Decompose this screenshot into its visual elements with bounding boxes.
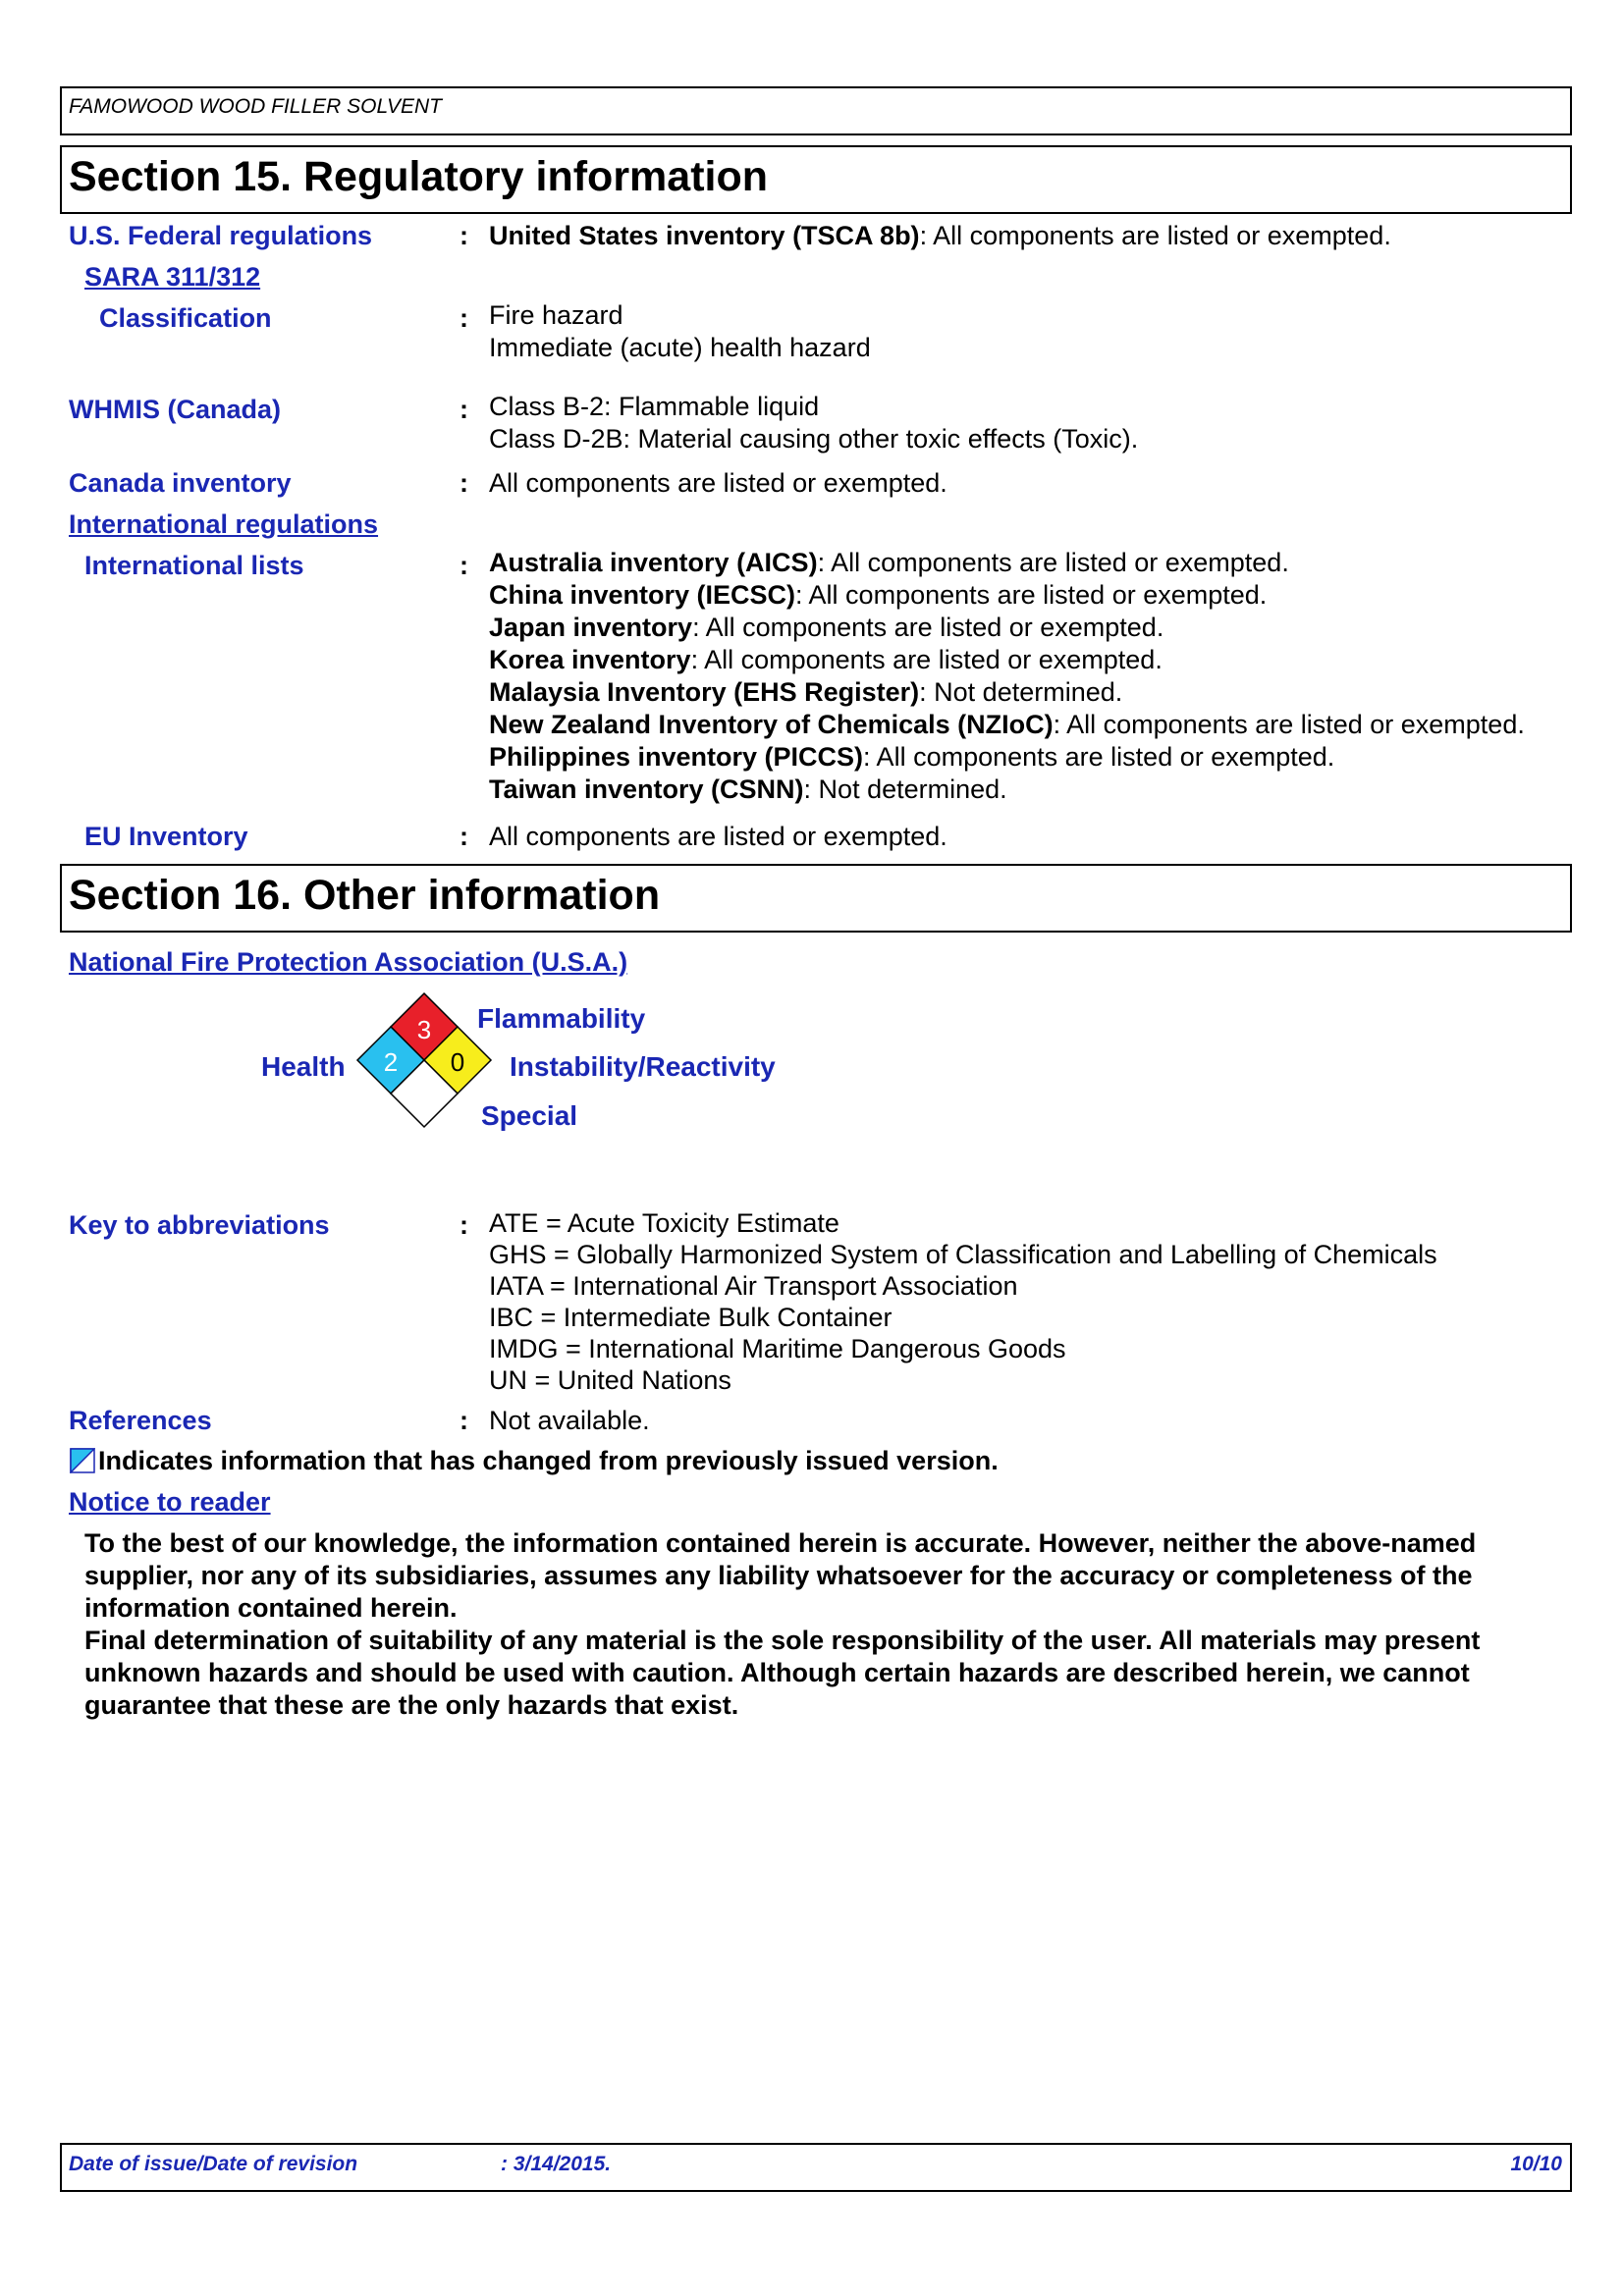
colon: :	[460, 551, 468, 580]
international-lists-label: International lists	[84, 551, 304, 580]
notice-line: Final determination of suitability of any material is the sole responsibility of the user. All materials may present	[84, 1626, 1481, 1655]
colon: :	[460, 221, 468, 250]
abbreviation-line: ATE = Acute Toxicity Estimate	[489, 1208, 839, 1238]
whmis-line: Class D-2B: Material causing other toxic effects (Toxic).	[489, 424, 1139, 454]
inventory-item: Australia inventory (AICS): All components are listed or exempted.	[489, 548, 1289, 577]
abbreviation-line: GHS = Globally Harmonized System of Classification and Labelling of Chemicals	[489, 1240, 1437, 1269]
footer-date-value: : 3/14/2015.	[501, 2153, 612, 2175]
nfpa-flammability-value: 3	[416, 1015, 432, 1044]
sara-link[interactable]: SARA 311/312	[84, 262, 261, 292]
us-federal-value: United States inventory (TSCA 8b): All components are listed or exempted.	[489, 221, 1391, 250]
colon: :	[460, 1406, 468, 1435]
references-value: Not available.	[489, 1406, 650, 1435]
inventory-item: Taiwan inventory (CSNN): Not determined.	[489, 774, 1007, 804]
inventory-item: China inventory (IECSC): All components are listed or exempted.	[489, 580, 1268, 610]
changed-note: Indicates information that has changed from previously issued version.	[98, 1446, 999, 1475]
notice-line: information contained herein.	[84, 1593, 458, 1623]
eu-inventory-value: All components are listed or exempted.	[489, 822, 947, 851]
abbreviation-line: UN = United Nations	[489, 1365, 731, 1395]
whmis-line: Class B-2: Flammable liquid	[489, 392, 820, 421]
nfpa-heading-link[interactable]: National Fire Protection Association (U.S.A.)	[69, 947, 628, 977]
eu-inventory-label: EU Inventory	[84, 822, 248, 851]
whmis-values	[489, 391, 1138, 455]
inventory-item: Korea inventory: All components are listed or exempted.	[489, 645, 1163, 674]
classification-label: Classification	[99, 303, 272, 333]
whmis-label: WHMIS (Canada)	[69, 395, 281, 424]
classification-values	[489, 299, 871, 364]
section-16-title: Section 16. Other information	[69, 872, 661, 919]
international-regulations-link[interactable]: International regulations	[69, 509, 379, 539]
inventory-item: New Zealand Inventory of Chemicals (NZIoC): All components are listed or exempted.	[489, 710, 1525, 739]
references-label: References	[69, 1406, 212, 1435]
colon: :	[460, 303, 468, 333]
canada-inventory-label: Canada inventory	[69, 468, 292, 498]
international-lists-values	[489, 547, 1525, 806]
section-15-title: Section 15. Regulatory information	[69, 153, 768, 200]
notice-line: To the best of our knowledge, the information contained herein is accurate. However, neither the above-named	[84, 1528, 1477, 1558]
notice-text	[84, 1527, 1567, 1722]
nfpa-health-value: 2	[383, 1047, 399, 1077]
colon: :	[460, 395, 468, 424]
abbreviation-line: IBC = Intermediate Bulk Container	[489, 1303, 893, 1332]
classification-line: Immediate (acute) health hazard	[489, 333, 871, 362]
nfpa-flammability-label: Flammability	[477, 1003, 646, 1034]
nfpa-health-label: Health	[261, 1051, 346, 1082]
notice-to-reader-link[interactable]: Notice to reader	[69, 1487, 271, 1517]
canada-inventory-value: All components are listed or exempted.	[489, 468, 947, 498]
abbreviation-line: IATA = International Air Transport Association	[489, 1271, 1018, 1301]
nfpa-instability-value: 0	[450, 1047, 465, 1077]
colon: :	[460, 822, 468, 851]
footer-page-number: 10/10	[1510, 2153, 1562, 2175]
footer-date-label: Date of issue/Date of revision	[69, 2153, 358, 2175]
abbreviations-values	[489, 1207, 1437, 1396]
notice-line: unknown hazards and should be used with caution. Although certain hazards are described herein, we cannot	[84, 1658, 1470, 1687]
notice-line: guarantee that these are the only hazards that exist.	[84, 1690, 739, 1720]
nfpa-instability-label: Instability/Reactivity	[510, 1051, 776, 1082]
inventory-item: Philippines inventory (PICCS): All components are listed or exempted.	[489, 742, 1335, 772]
nfpa-special-label: Special	[481, 1100, 578, 1131]
classification-line: Fire hazard	[489, 300, 623, 330]
notice-line: supplier, nor any of its subsidiaries, assumes any liability whatsoever for the accuracy or completeness of the	[84, 1561, 1473, 1590]
nfpa-diamond	[355, 991, 493, 1131]
product-name: FAMOWOOD WOOD FILLER SOLVENT	[69, 95, 442, 118]
colon: :	[460, 468, 468, 498]
abbreviations-label: Key to abbreviations	[69, 1210, 330, 1240]
abbreviation-line: IMDG = International Maritime Dangerous Goods	[489, 1334, 1066, 1363]
us-federal-label: U.S. Federal regulations	[69, 221, 373, 250]
colon: :	[460, 1210, 468, 1240]
changed-marker-icon	[70, 1448, 95, 1473]
inventory-item: Japan inventory: All components are listed or exempted.	[489, 613, 1164, 642]
inventory-item: Malaysia Inventory (EHS Register): Not determined.	[489, 677, 1123, 707]
